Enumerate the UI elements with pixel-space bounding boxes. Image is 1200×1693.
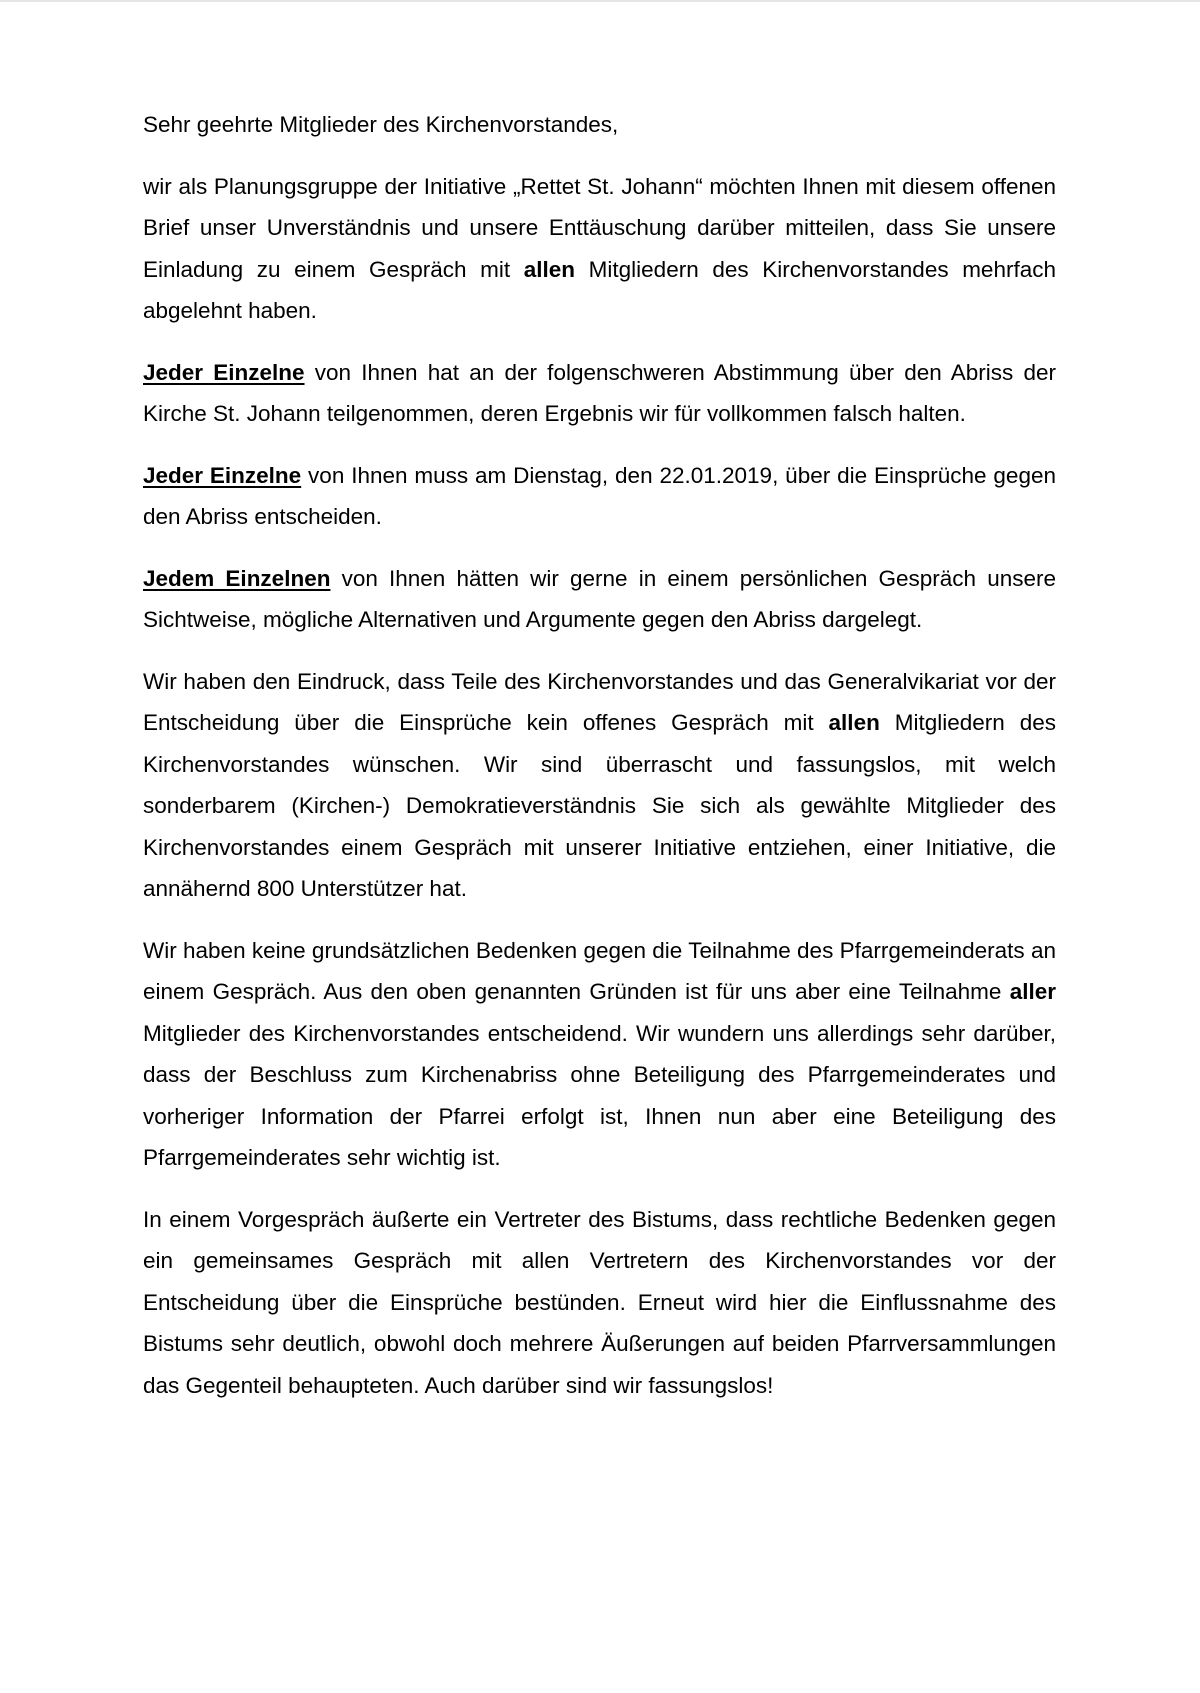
paragraph-3-emphasis: Jeder Einzelne: [143, 462, 302, 488]
paragraph-1: [143, 166, 1056, 332]
paragraph-6-emphasis: aller: [1009, 979, 1056, 1004]
page-top-edge: [0, 0, 1200, 2]
paragraph-3: [143, 455, 1056, 538]
paragraph-2-emphasis: Jeder Einzelne: [143, 359, 305, 385]
paragraph-3-text: von Ihnen muss am Dienstag, den 22.01.2019, über die Einsprüche gegen den Abriss entscheiden.: [143, 462, 1056, 529]
letter-greeting: Sehr geehrte Mitglieder des Kirchenvorstandes,: [143, 112, 619, 137]
paragraph-4: [143, 558, 1056, 641]
paragraph-1-text-a: wir als Planungsgruppe der Initiative „Rettet St. Johann“ möchten Ihnen mit diesem offenen Brief unser Unverständnis und unsere Enttäuschung darüber mitteilen, dass Sie unsere Einladung zu einem Gespräch mit: [143, 173, 1056, 282]
paragraph-5-text-a: Wir haben den Eindruck, dass Teile des Kirchenvorstandes und das Generalvikariat vor der Entscheidung über die Einsprüche kein offenes Gespräch mit: [143, 668, 1056, 735]
letter-body: [143, 104, 1056, 1426]
paragraph-4-text: von Ihnen hätten wir gerne in einem persönlichen Gespräch unsere Sichtweise, mögliche Alternativen und Argumente gegen den Abriss dargelegt.: [143, 565, 1056, 632]
paragraph-2: [143, 352, 1056, 435]
paragraph-7: In einem Vorgespräch äußerte ein Vertreter des Bistums, dass rechtliche Bedenken gegen ein gemeinsames Gespräch mit allen Vertretern des Kirchenvorstandes vor der Entscheidung über die Einsprüche bestünden. Erneut wird hier die Einflussnahme des Bistums sehr deutlich, obwohl doch mehrere Äußerungen auf beiden Pfarrversammlungen das Gegenteil behaupteten. Auch darüber sind wir fassungslos!: [143, 1206, 1056, 1398]
paragraph-6-text-c: Mitglieder des Kirchenvorstandes entscheidend. Wir wundern uns allerdings sehr darüber, dass der Beschluss zum Kirchenabriss ohne Beteiligung des Pfarrgemeinderates und vorheriger Information der Pfarrei erfolgt ist, Ihnen nun aber eine Beteiligung des Pfarrgemeinderates sehr wichtig ist.: [143, 1020, 1056, 1170]
paragraph-6-text-a: Wir haben keine grundsätzlichen Bedenken gegen die Teilnahme des Pfarrgemeinderats an einem Gespräch. Aus den oben genannten Gründen ist für uns aber eine Teilnahme: [143, 937, 1056, 1004]
paragraph-4-emphasis: Jedem Einzelnen: [143, 565, 331, 591]
paragraph-5-emphasis: allen: [828, 710, 880, 735]
paragraph-2-text: von Ihnen hat an der folgenschweren Abstimmung über den Abriss der Kirche St. Johann teilgenommen, deren Ergebnis wir für vollkommen falsch halten.: [143, 359, 1056, 426]
paragraph-1-emphasis: allen: [523, 256, 576, 282]
paragraph-6: [143, 930, 1056, 1179]
paragraph-5: [143, 661, 1056, 910]
paragraph-1-text-c: Mitgliedern des Kirchenvorstandes mehrfach abgelehnt haben.: [143, 256, 1056, 323]
paragraph-5-text-c: Mitgliedern des Kirchenvorstandes wünschen. Wir sind überrascht und fassungslos, mit welch sonderbarem (Kirchen-) Demokratieverständnis Sie sich als gewählte Mitglieder des Kirchenvorstandes einem Gespräch mit unserer Initiative entziehen, einer Initiative, die annähernd 800 Unterstützer hat.: [143, 710, 1056, 901]
